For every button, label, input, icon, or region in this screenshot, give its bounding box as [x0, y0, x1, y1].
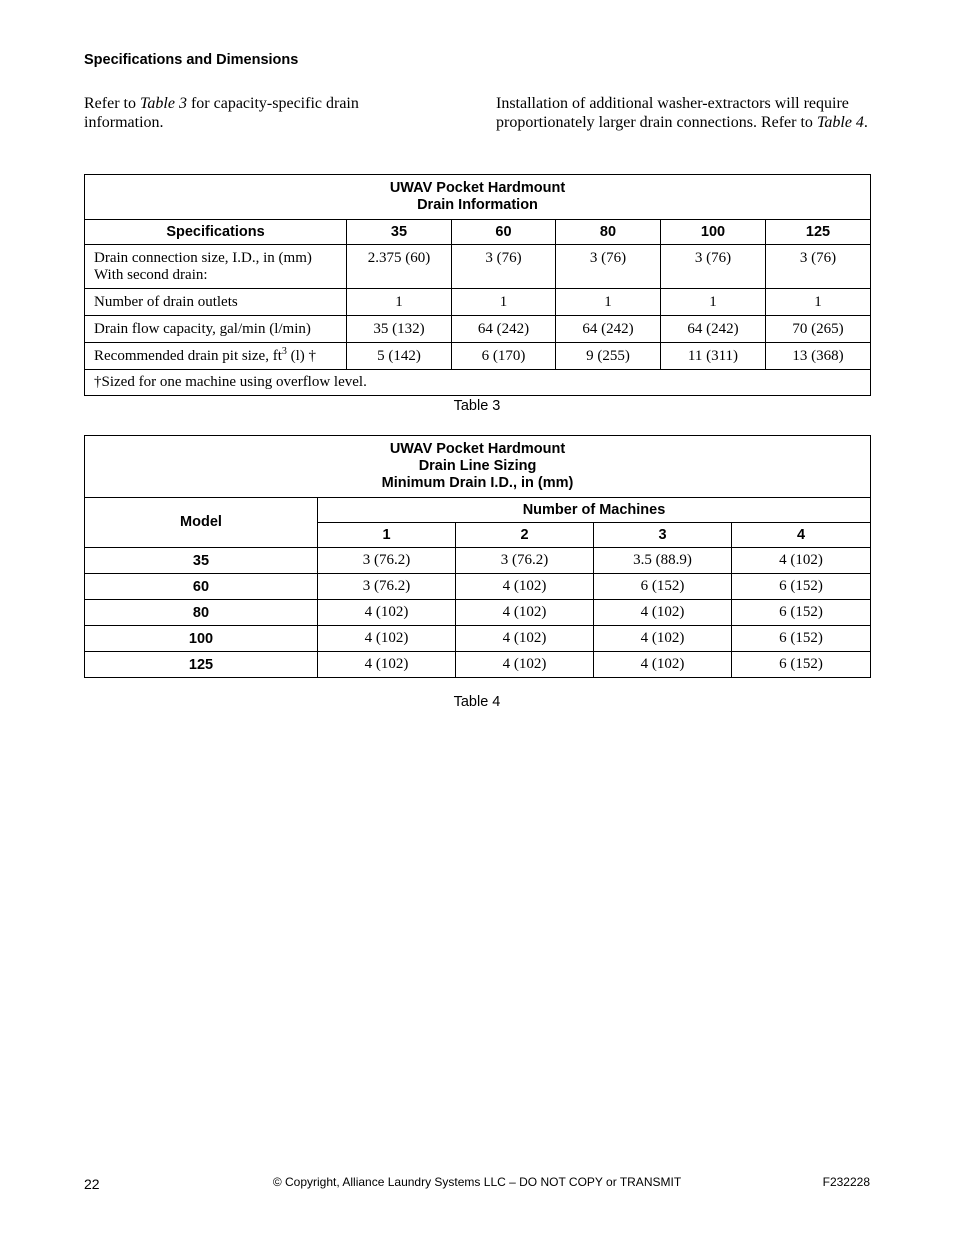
row-label: 100: [85, 626, 318, 652]
table-cell: 6 (152): [594, 574, 732, 600]
table-note: †Sized for one machine using overflow level.: [85, 370, 871, 396]
group-column-header: Number of Machines: [318, 498, 871, 523]
table-title: [85, 175, 871, 220]
row-label-text: (l) †: [286, 348, 317, 364]
table-cell: 1: [556, 289, 661, 316]
intro-left-text-post: for capacity-specific drain information.: [84, 95, 359, 131]
table-cell: 4 (102): [456, 626, 594, 652]
table-cell: 1: [661, 289, 766, 316]
table-cell: 1: [452, 289, 556, 316]
table-cell: 4 (102): [318, 626, 456, 652]
table-cell: 3 (76.2): [318, 548, 456, 574]
column-header: 35: [347, 220, 452, 245]
table3-reference: Table 3: [139, 95, 187, 112]
table-cell: 3 (76): [556, 245, 661, 289]
table-row: [85, 626, 871, 652]
table-cell: 4 (102): [456, 600, 594, 626]
row-label: 125: [85, 652, 318, 678]
table3-caption: Table 3: [453, 398, 501, 414]
table-cell: 2.375 (60): [347, 245, 452, 289]
table-row: [85, 574, 871, 600]
table-cell: 64 (242): [661, 316, 766, 343]
row-label-text: Recommended drain pit size, ft: [94, 348, 282, 364]
row-label: Number of drain outlets: [85, 289, 347, 316]
table-cell: 64 (242): [452, 316, 556, 343]
drain-line-sizing-table: [84, 435, 871, 678]
row-label: 35: [85, 548, 318, 574]
table-title-line: Minimum Drain I.D., in (mm): [381, 475, 574, 491]
table-cell: 4 (102): [594, 600, 732, 626]
column-header: Specifications: [85, 220, 347, 245]
table-cell: 1: [766, 289, 871, 316]
column-header: 100: [661, 220, 766, 245]
table-row: [85, 343, 871, 370]
row-label-line: With second drain:: [94, 267, 208, 283]
intro-left-text-pre: Refer to: [84, 95, 140, 112]
table-note-row: [85, 370, 871, 396]
table-title: [85, 436, 871, 498]
table-cell: 9 (255): [556, 343, 661, 370]
table-row: [85, 316, 871, 343]
table-row: [85, 548, 871, 574]
column-header: 3: [594, 523, 732, 548]
column-header: 125: [766, 220, 871, 245]
table-cell: 70 (265): [766, 316, 871, 343]
row-label: 60: [85, 574, 318, 600]
table-cell: 4 (102): [456, 652, 594, 678]
table-cell: 3 (76): [452, 245, 556, 289]
copyright-notice: © Copyright, Alliance Laundry Systems LLC – DO NOT COPY or TRANSMIT: [272, 1175, 682, 1189]
table-cell: 6 (170): [452, 343, 556, 370]
table-cell: 6 (152): [732, 574, 871, 600]
intro-right-text-post: .: [863, 114, 868, 131]
table-cell: 35 (132): [347, 316, 452, 343]
table-cell: 4 (102): [318, 600, 456, 626]
document-id: F232228: [822, 1175, 870, 1189]
intro-left-paragraph: [84, 94, 404, 132]
table-cell: 3 (76.2): [318, 574, 456, 600]
model-column-header: Model: [85, 498, 318, 548]
page-number: 22: [84, 1176, 100, 1192]
row-label: [85, 343, 347, 370]
table-cell: 4 (102): [318, 652, 456, 678]
table-cell: 4 (102): [594, 652, 732, 678]
table-cell: 6 (152): [732, 626, 871, 652]
row-label: 80: [85, 600, 318, 626]
table-title-row: [85, 175, 871, 220]
intro-right-paragraph: [496, 94, 876, 132]
table-cell: 4 (102): [594, 626, 732, 652]
table-title-line: UWAV Pocket Hardmount: [389, 441, 566, 457]
table4-reference: Table 4: [816, 114, 864, 131]
table-title-line: UWAV Pocket Hardmount: [389, 180, 566, 196]
row-label: Drain flow capacity, gal/min (l/min): [85, 316, 347, 343]
table-cell: 6 (152): [732, 652, 871, 678]
table-cell: 13 (368): [766, 343, 871, 370]
table4-caption: Table 4: [453, 694, 501, 710]
table-cell: 3 (76.2): [456, 548, 594, 574]
table-cell: 1: [347, 289, 452, 316]
table-cell: 3.5 (88.9): [594, 548, 732, 574]
table-cell: 11 (311): [661, 343, 766, 370]
table-row: [85, 289, 871, 316]
row-label-line: Drain connection size, I.D., in (mm): [94, 250, 312, 266]
row-label: [85, 245, 347, 289]
table-row: [85, 652, 871, 678]
table-cell: 4 (102): [456, 574, 594, 600]
drain-information-table: [84, 174, 871, 396]
column-header: 80: [556, 220, 661, 245]
table-cell: 3 (76): [661, 245, 766, 289]
table-cell: 3 (76): [766, 245, 871, 289]
section-title: Specifications and Dimensions: [84, 52, 299, 68]
table-title-line: Drain Information: [417, 197, 538, 213]
table-header-row: [85, 220, 871, 245]
table-header-row: [85, 498, 871, 523]
column-header: 2: [456, 523, 594, 548]
table-cell: 5 (142): [347, 343, 452, 370]
table-row: [85, 245, 871, 289]
table-cell: 4 (102): [732, 548, 871, 574]
table-cell: 6 (152): [732, 600, 871, 626]
column-header: 1: [318, 523, 456, 548]
table-title-line: Drain Line Sizing: [418, 458, 537, 474]
column-header: 4: [732, 523, 871, 548]
table-row: [85, 600, 871, 626]
table-cell: 64 (242): [556, 316, 661, 343]
superscript: 3: [281, 346, 287, 357]
table-title-row: [85, 436, 871, 498]
intro-right-text-pre: Installation of additional washer-extractors will require proportionately larger drain connections. Refer to: [496, 95, 849, 131]
column-header: 60: [452, 220, 556, 245]
